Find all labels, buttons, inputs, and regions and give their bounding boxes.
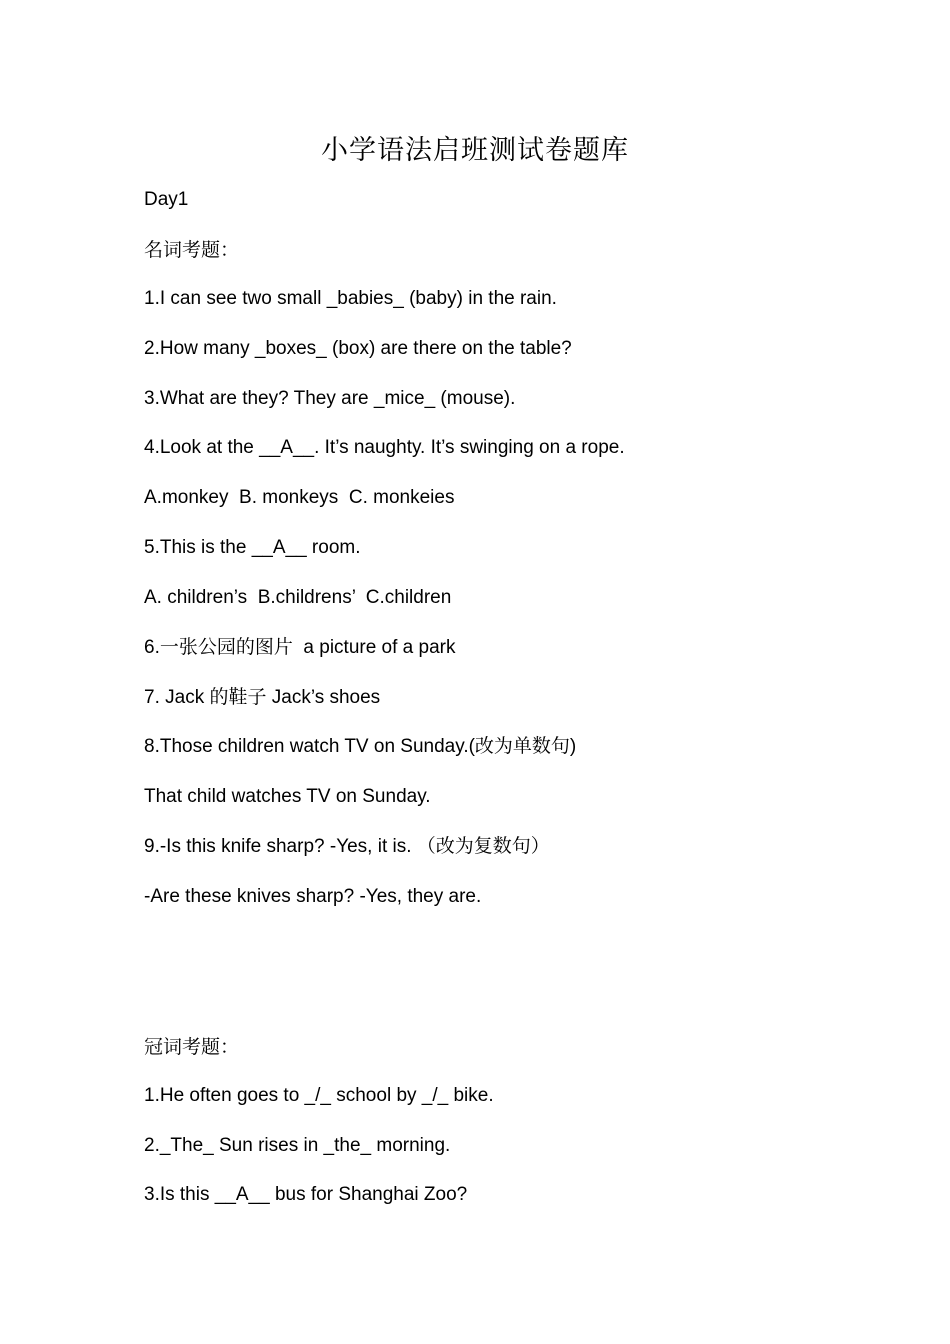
- question-line: 5.This is the __A__ room.: [144, 537, 361, 558]
- question-line: 1.He often goes to _/_ school by _/_ bike.: [144, 1085, 494, 1106]
- document-title: 小学语法启班测试卷题库: [321, 135, 629, 166]
- answer-line: -Are these knives sharp? -Yes, they are.: [144, 886, 482, 907]
- question-line: 2._The_ Sun rises in _the_ morning.: [144, 1135, 451, 1156]
- section-heading-nouns: 名词考题：: [144, 239, 240, 261]
- answer-options-line: A.monkey B. monkeys C. monkeies: [144, 487, 455, 508]
- question-line: 9.-Is this knife sharp? -Yes, it is. （改为复数句）: [144, 836, 550, 857]
- answer-line: That child watches TV on Sunday.: [144, 786, 431, 807]
- section-heading-articles: 冠词考题：: [144, 1036, 240, 1058]
- question-line: 3.What are they? They are _mice_ (mouse).: [144, 388, 516, 409]
- question-line: 2.How many _boxes_ (box) are there on the table?: [144, 338, 572, 359]
- question-line: 4.Look at the __A__. It’s naughty. It’s swinging on a rope.: [144, 437, 625, 458]
- day-label: Day1: [144, 189, 189, 210]
- answer-options-line: A. children’s B.childrens’ C.children: [144, 587, 452, 608]
- question-line: 7. Jack 的鞋子 Jack’s shoes: [144, 687, 381, 708]
- question-line: 6.一张公园的图片 a picture of a park: [144, 637, 456, 658]
- question-line: 3.Is this __A__ bus for Shanghai Zoo?: [144, 1184, 468, 1205]
- question-line: 1.I can see two small _babies_ (baby) in the rain.: [144, 288, 557, 309]
- question-line: 8.Those children watch TV on Sunday.(改为单数句): [144, 736, 577, 757]
